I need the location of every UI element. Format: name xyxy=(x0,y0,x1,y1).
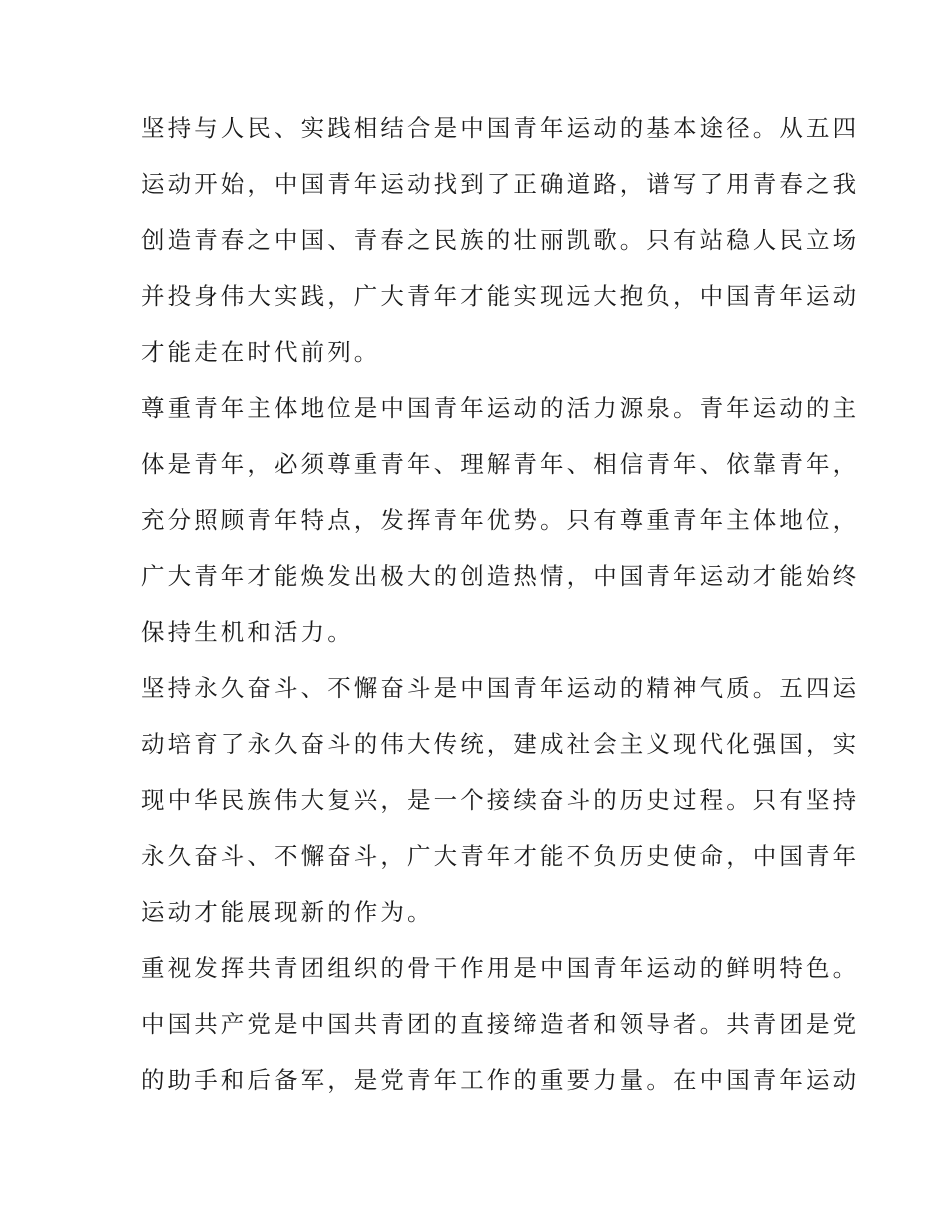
text-line: 充分照顾青年特点，发挥青年优势。只有尊重青年主体地位， xyxy=(141,506,860,534)
text-line: 体是青年，必须尊重青年、理解青年、相信青年、依靠青年， xyxy=(141,450,860,478)
text-line: 创造青春之中国、青春之民族的壮丽凯歌。只有站稳人民立场 xyxy=(141,226,860,254)
text-line: 运动开始，中国青年运动找到了正确道路，谱写了用青春之我 xyxy=(141,170,860,198)
text-line: 才能走在时代前列。 xyxy=(141,338,381,366)
text-line: 广大青年才能焕发出极大的创造热情，中国青年运动才能始终 xyxy=(141,562,860,590)
text-line: 现中华民族伟大复兴，是一个接续奋斗的历史过程。只有坚持 xyxy=(141,786,860,814)
text-line: 的助手和后备军，是党青年工作的重要力量。在中国青年运动 xyxy=(141,1066,860,1094)
text-line: 重视发挥共青团组织的骨干作用是中国青年运动的鲜明特色。 xyxy=(141,954,860,982)
text-line: 坚持永久奋斗、不懈奋斗是中国青年运动的精神气质。五四运 xyxy=(141,674,860,702)
text-line: 坚持与人民、实践相结合是中国青年运动的基本途径。从五四 xyxy=(141,114,860,142)
text-line: 保持生机和活力。 xyxy=(141,618,354,646)
text-line: 中国共产党是中国共青团的直接缔造者和领导者。共青团是党 xyxy=(141,1010,860,1038)
text-line: 尊重青年主体地位是中国青年运动的活力源泉。青年运动的主 xyxy=(141,394,860,422)
text-line: 永久奋斗、不懈奋斗，广大青年才能不负历史使命，中国青年 xyxy=(141,842,860,870)
text-line: 动培育了永久奋斗的伟大传统，建成社会主义现代化强国，实 xyxy=(141,730,860,758)
text-line: 并投身伟大实践，广大青年才能实现远大抱负，中国青年运动 xyxy=(141,282,860,310)
text-line: 运动才能展现新的作为。 xyxy=(141,898,434,926)
body-text xyxy=(141,106,860,1114)
